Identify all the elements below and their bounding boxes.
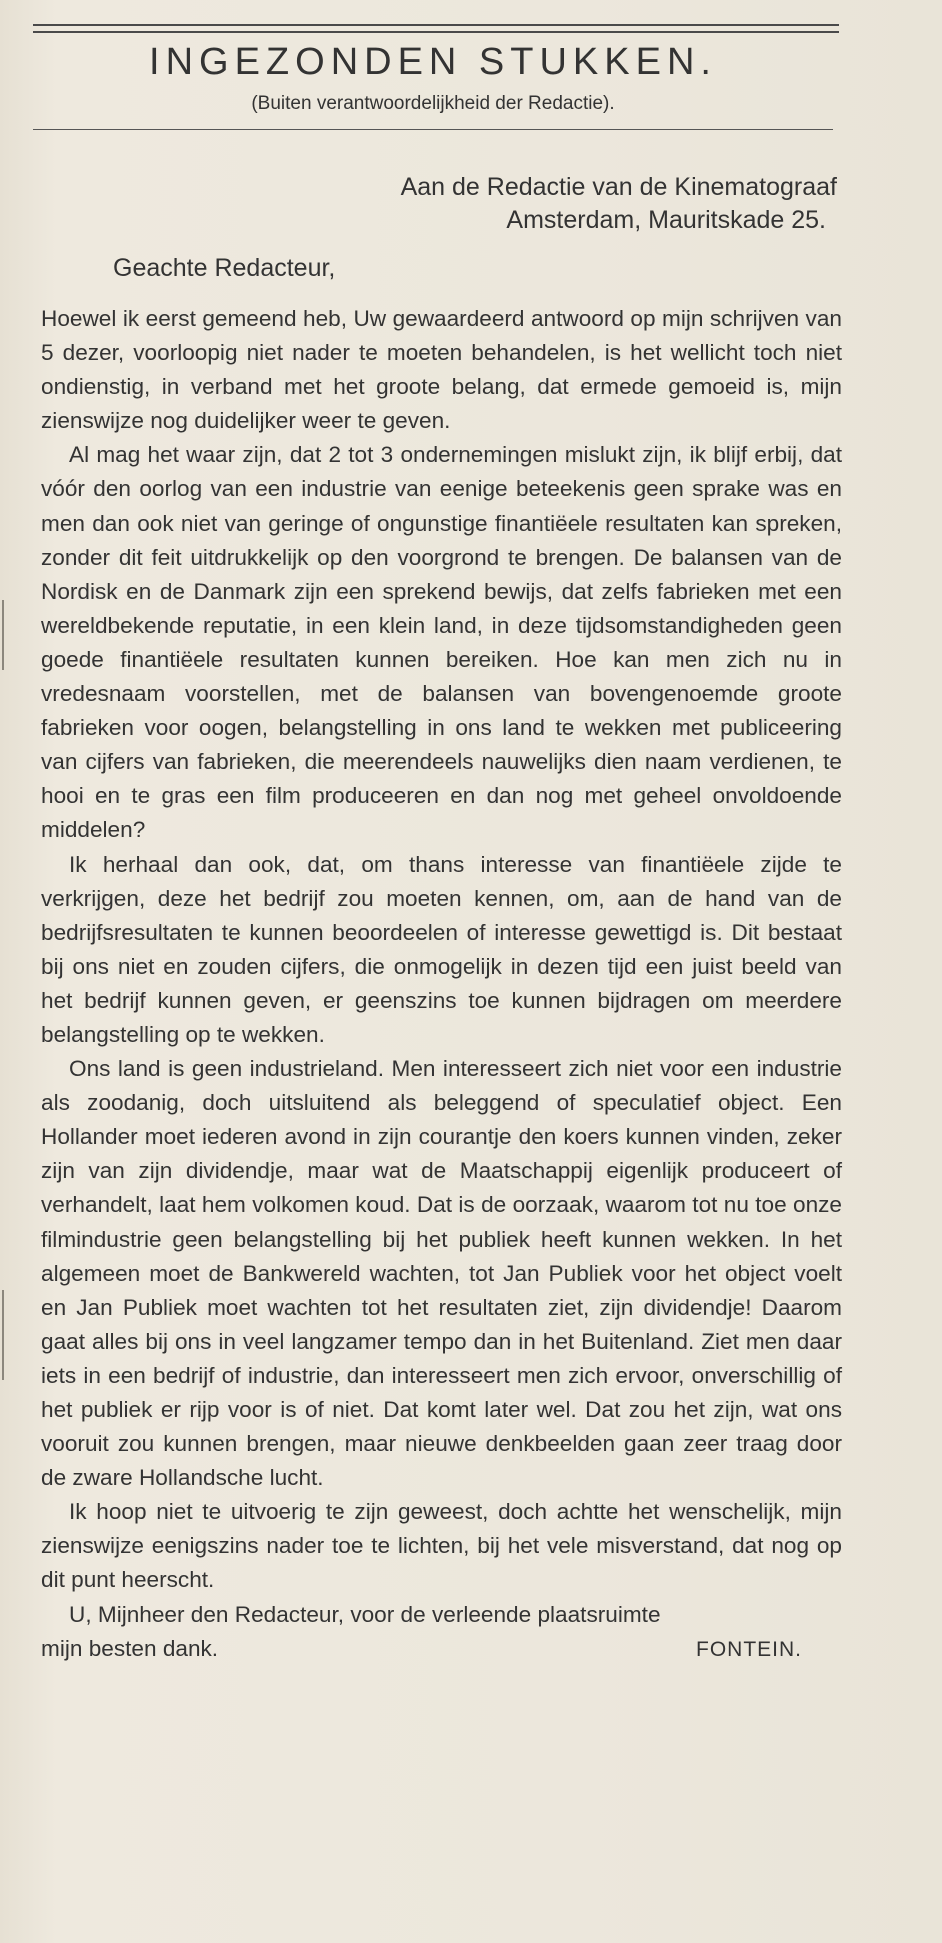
closing-line	[41, 1632, 842, 1667]
page-edge-mark	[2, 1290, 4, 1380]
paragraph: Al mag het waar zijn, dat 2 tot 3 ondernemingen mislukt zijn, ik blijf erbij, dat vóór den oorlog van een industrie van eenige beteekenis geen sprake was en men dan ook niet van geringe of ongunstige finantiëele resultaten kan spreken, zonder dit feit uitdrukkelijk op den voorgrond te brengen. De balansen van de Nordisk en de Danmark zijn een sprekend bewijs, dat zelfs fabrieken met een wereldbekende reputatie, in een klein land, in deze tijdsomstandigheden geen goede finantiëele resultaten kunnen bereiken. Hoe kan men zich nu in vredesnaam voorstellen, met de balansen van bovengenoemde groote fabrieken voor oogen, belangstelling in ons land te wekken met publiceering van cijfers van fabrieken, die meerendeels nauwelijks dien naam verdienen, te hooi en te gras een film produceeren en dan nog met geheel onvoldoende middelen?	[41, 442, 842, 843]
top-rule	[33, 31, 839, 33]
divider-rule	[33, 129, 833, 130]
paragraph: Hoewel ik eerst gemeend heb, Uw gewaardeerd antwoord op mijn schrijven van 5 dezer, voorloopig niet nader te moeten behandelen, is het wellicht toch niet ondienstig, in verband met het groote belang, dat ermede gemoeid is, mijn zienswijze nog duidelijker weer te geven.	[41, 306, 842, 434]
top-rule	[33, 24, 839, 26]
address-line-2: Amsterdam, Mauritskade 25.	[506, 206, 826, 234]
paragraph: Ons land is geen industrieland. Men interesseert zich niet voor een industrie als zoodanig, doch uitsluitend als beleggend of speculatief object. Een Hollander moet iederen avond in zijn courantje den koers kunnen vinden, zeker zijn van zijn dividendje, maar wat de Maatschappij eigenlijk produceert of verhandelt, laat hem volkomen koud. Dat is de oorzaak, waarom tot nu toe onze filmindustrie geen belangstelling bij het publiek heeft kunnen wekken. In het algemeen moet de Bankwereld wachten, tot Jan Publiek voor het object voelt en Jan Publiek moet wachten tot het resultaten ziet, zijn dividendje! Daarom gaat alles bij ons in veel langzamer tempo dan in het Buitenland. Ziet men daar iets in een bedrijf of industrie, dan interesseert men zich ervoor, onverschillig of het publiek er rijp voor is of niet. Dat komt later wel. Dat zou het zijn, wat ons vooruit zou kunnen brengen, maar nieuwe denkbeelden gaan zeer traag door de zware Hollandsche lucht.	[41, 1056, 842, 1491]
paragraph: Ik herhaal dan ook, dat, om thans interesse van finantiëele zijde te verkrijgen, deze het bedrijf zou moeten kennen, om, aan de hand van de bedrijfsresultaten te kunnen beoordeelen of interesse gewettigd is. Dit bestaat bij ons niet en zouden cijfers, die onmogelijk in dezen tijd een juist beeld van het bedrijf kunnen geven, er geenszins toe kunnen bijdragen om meerdere belangstelling op te wekken.	[41, 851, 842, 1047]
signature: FONTEIN.	[696, 1637, 802, 1661]
closing-text: mijn besten dank.	[41, 1635, 219, 1661]
paragraph: Ik hoop niet te uitvoerig te zijn geweest, doch achtte het wenschelijk, mijn zienswijze eenigszins nader toe te lichten, bij het vele misverstand, dat nog op dit punt heerscht.	[41, 1499, 842, 1593]
section-title: INGEZONDEN STUKKEN.	[149, 41, 717, 83]
address-line-1: Aan de Redactie van de Kinematograaf	[400, 173, 837, 201]
salutation: Geachte Redacteur,	[113, 254, 336, 282]
section-subtitle: (Buiten verantwoordelijkheid der Redactie).	[251, 93, 615, 114]
paragraph: U, Mijnheer den Redacteur, voor de verleende plaatsruimte	[69, 1601, 661, 1627]
page-edge-mark	[2, 600, 4, 670]
letter-body	[41, 302, 842, 1667]
